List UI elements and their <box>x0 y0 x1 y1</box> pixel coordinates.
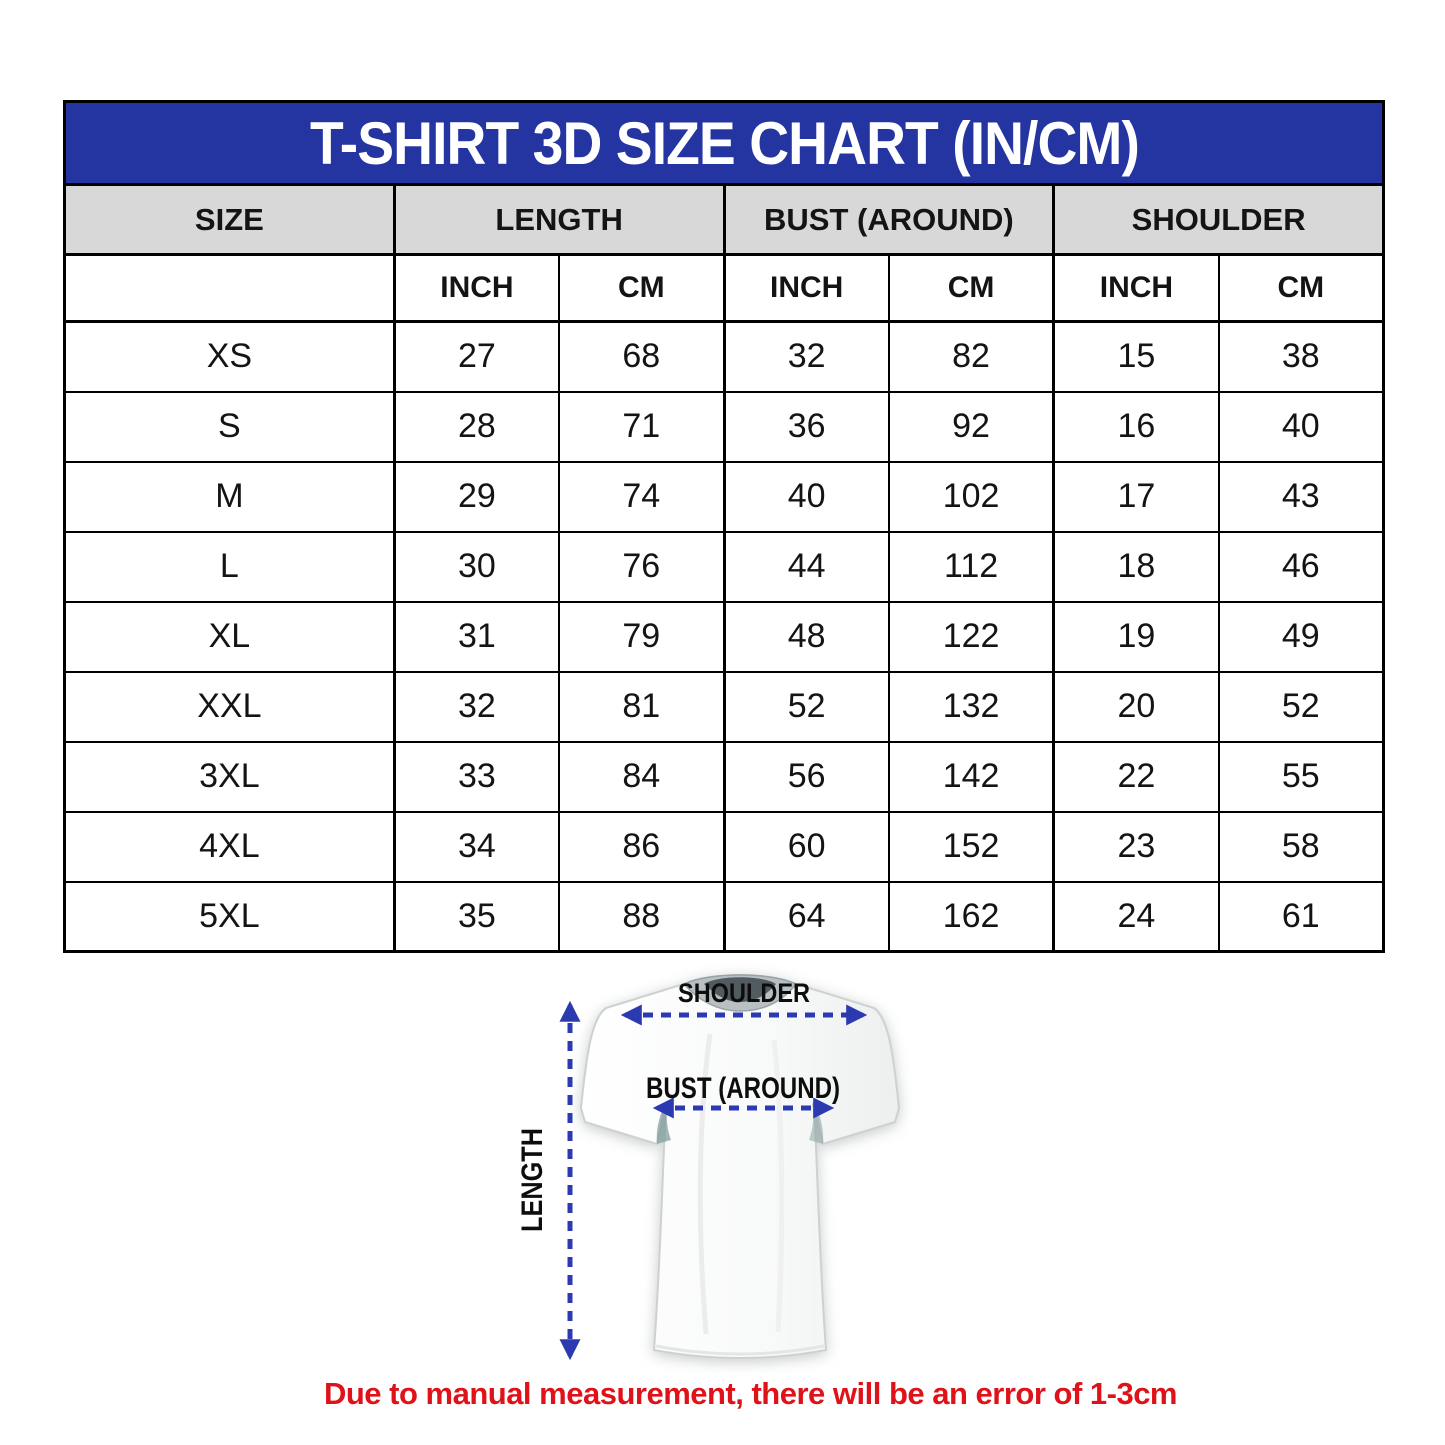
size-row <box>65 742 1384 812</box>
length-cm-cell: 68 <box>559 322 724 392</box>
shoulder-cm-cell: 46 <box>1219 532 1384 602</box>
size-row <box>65 672 1384 742</box>
length-cm-cell: 86 <box>559 812 724 882</box>
size-row <box>65 392 1384 462</box>
shoulder-inch-cell: 24 <box>1054 882 1219 952</box>
size-table <box>63 183 1385 953</box>
size-unit-blank-cell <box>65 255 395 322</box>
col-header-shoulder: SHOULDER <box>1054 185 1384 255</box>
unit-header-bust-cm: CM <box>889 255 1054 322</box>
length-label: LENGTH <box>516 1108 549 1232</box>
size-row <box>65 602 1384 672</box>
chart-title: T-SHIRT 3D SIZE CHART (IN/CM) <box>309 109 1139 177</box>
shoulder-cm-cell: 55 <box>1219 742 1384 812</box>
unit-header-shoulder-inch: INCH <box>1054 255 1219 322</box>
bust-inch-cell: 32 <box>724 322 889 392</box>
length-inch-cell: 27 <box>394 322 559 392</box>
tshirt-diagram-svg <box>460 962 1040 1392</box>
size-cell: XXL <box>65 672 395 742</box>
bust-inch-cell: 40 <box>724 462 889 532</box>
bust-inch-cell: 44 <box>724 532 889 602</box>
bust-cm-cell: 82 <box>889 322 1054 392</box>
shoulder-inch-cell: 17 <box>1054 462 1219 532</box>
size-row <box>65 462 1384 532</box>
size-cell: M <box>65 462 395 532</box>
shoulder-cm-cell: 43 <box>1219 462 1384 532</box>
length-inch-cell: 28 <box>394 392 559 462</box>
bust-cm-cell: 112 <box>889 532 1054 602</box>
length-cm-cell: 88 <box>559 882 724 952</box>
length-inch-cell: 34 <box>394 812 559 882</box>
size-table-body <box>65 322 1384 952</box>
bust-cm-cell: 102 <box>889 462 1054 532</box>
size-cell: L <box>65 532 395 602</box>
shoulder-cm-cell: 49 <box>1219 602 1384 672</box>
bust-cm-cell: 92 <box>889 392 1054 462</box>
size-cell: 5XL <box>65 882 395 952</box>
size-row <box>65 812 1384 882</box>
shoulder-cm-cell: 52 <box>1219 672 1384 742</box>
shoulder-cm-cell: 40 <box>1219 392 1384 462</box>
unit-header-length-cm: CM <box>559 255 724 322</box>
length-inch-cell: 29 <box>394 462 559 532</box>
col-header-bust: BUST (AROUND) <box>724 185 1054 255</box>
length-inch-cell: 32 <box>394 672 559 742</box>
size-row <box>65 532 1384 602</box>
shoulder-inch-cell: 16 <box>1054 392 1219 462</box>
size-cell: 3XL <box>65 742 395 812</box>
length-cm-cell: 79 <box>559 602 724 672</box>
unit-header-length-inch: INCH <box>394 255 559 322</box>
bust-inch-cell: 60 <box>724 812 889 882</box>
unit-header-row <box>65 255 1384 322</box>
shoulder-inch-cell: 19 <box>1054 602 1219 672</box>
length-inch-cell: 33 <box>394 742 559 812</box>
shoulder-cm-cell: 58 <box>1219 812 1384 882</box>
unit-header-shoulder-cm: CM <box>1219 255 1384 322</box>
tshirt-graphic <box>581 975 899 1358</box>
shoulder-cm-cell: 38 <box>1219 322 1384 392</box>
shoulder-inch-cell: 15 <box>1054 322 1219 392</box>
bust-cm-cell: 132 <box>889 672 1054 742</box>
shoulder-label: SHOULDER <box>678 978 810 1008</box>
chart-title-band <box>63 100 1385 186</box>
size-chart <box>63 100 1385 953</box>
bust-inch-cell: 52 <box>724 672 889 742</box>
length-cm-cell: 76 <box>559 532 724 602</box>
size-row <box>65 882 1384 952</box>
size-cell: XL <box>65 602 395 672</box>
length-cm-cell: 81 <box>559 672 724 742</box>
length-inch-cell: 30 <box>394 532 559 602</box>
shoulder-inch-cell: 20 <box>1054 672 1219 742</box>
shoulder-inch-cell: 18 <box>1054 532 1219 602</box>
bust-label: BUST (AROUND) <box>646 1072 840 1105</box>
shoulder-cm-cell: 61 <box>1219 882 1384 952</box>
bust-inch-cell: 48 <box>724 602 889 672</box>
bust-cm-cell: 122 <box>889 602 1054 672</box>
bust-inch-cell: 64 <box>724 882 889 952</box>
size-cell: XS <box>65 322 395 392</box>
measurement-diagram <box>460 962 1040 1392</box>
col-header-length: LENGTH <box>394 185 724 255</box>
group-header-row <box>65 185 1384 255</box>
tshirt-body <box>581 975 899 1358</box>
bust-inch-cell: 56 <box>724 742 889 812</box>
size-cell: S <box>65 392 395 462</box>
length-inch-cell: 31 <box>394 602 559 672</box>
length-cm-cell: 74 <box>559 462 724 532</box>
bust-cm-cell: 162 <box>889 882 1054 952</box>
bust-cm-cell: 142 <box>889 742 1054 812</box>
size-cell: 4XL <box>65 812 395 882</box>
bust-cm-cell: 152 <box>889 812 1054 882</box>
length-cm-cell: 71 <box>559 392 724 462</box>
col-header-size: SIZE <box>65 185 395 255</box>
length-inch-cell: 35 <box>394 882 559 952</box>
measurement-disclaimer: Due to manual measurement, there will be an error of 1-3cm <box>323 1376 1178 1411</box>
size-row <box>65 322 1384 392</box>
shoulder-inch-cell: 22 <box>1054 742 1219 812</box>
shoulder-inch-cell: 23 <box>1054 812 1219 882</box>
bust-inch-cell: 36 <box>724 392 889 462</box>
length-cm-cell: 84 <box>559 742 724 812</box>
unit-header-bust-inch: INCH <box>724 255 889 322</box>
